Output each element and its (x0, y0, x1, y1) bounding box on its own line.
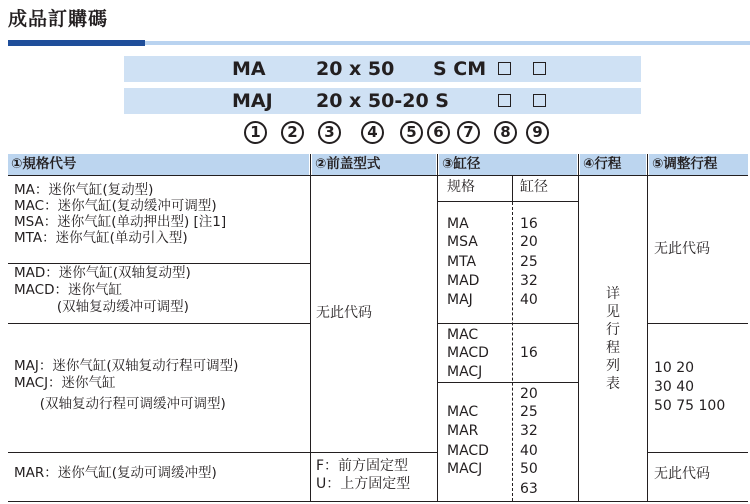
column-divider (310, 154, 311, 502)
row-rule (647, 323, 748, 324)
stroke-note: 详 见 行 程 列 表 (606, 286, 620, 392)
bore-size: 25 (520, 404, 538, 420)
bore-subheader-spec: 规格 (447, 179, 475, 195)
bore-size: 20 (520, 386, 538, 402)
position-number: 8 (494, 121, 517, 144)
position-number: 5 (400, 121, 423, 144)
spec-line: MAR：迷你气缸(复动可调缓冲型) (14, 465, 217, 481)
row-rule (437, 382, 578, 383)
code-size: 20 x 50 (316, 58, 395, 80)
bore-model: MAC (447, 404, 479, 420)
header-spec: ①規格代号 (8, 154, 309, 175)
position-number: 9 (526, 121, 549, 144)
bore-model: MAC (447, 327, 479, 343)
bore-size: 63 (520, 481, 538, 497)
spec-line: (双轴复动行程可调缓冲可调型) (14, 396, 226, 412)
code-blank-box (533, 94, 546, 107)
spec-line: MAJ：迷你气缸(双轴复动行程可调型) (14, 358, 239, 374)
bore-model: MTA (447, 254, 477, 270)
bore-size: 16 (520, 345, 538, 361)
spec-line: MAC：迷你气缸(复动缓冲可调型) (14, 198, 217, 214)
front-cover-none: 无此代码 (316, 305, 372, 321)
bore-size: 40 (520, 443, 538, 459)
title-underline (8, 40, 145, 46)
bore-size: 40 (520, 292, 538, 308)
bore-subheader-bore: 缸径 (520, 179, 548, 195)
bore-model: MACJ (447, 461, 483, 477)
header-adjust-stroke: ⑤调整行程 (649, 154, 748, 175)
code-blank-box (533, 62, 546, 75)
front-cover-option: U：上方固定型 (316, 476, 411, 492)
code-blank-box (498, 62, 511, 75)
position-number: 4 (361, 121, 384, 144)
spec-line: MACD：迷你气缸 (14, 282, 122, 298)
row-rule (8, 452, 310, 453)
row-rule (437, 323, 578, 324)
column-divider (647, 154, 648, 502)
header-front-cover: ②前盖型式 (312, 154, 436, 175)
header-stroke: ④行程 (580, 154, 646, 175)
row-rule (8, 263, 310, 264)
bore-size: 20 (520, 234, 538, 250)
row-rule (647, 452, 748, 453)
adjust-value: 10 20 (654, 360, 695, 376)
code-model: MAJ (232, 90, 273, 112)
code-model: MA (232, 58, 266, 80)
bore-dashed-divider (512, 202, 513, 501)
column-divider (578, 154, 579, 502)
adjust-none: 无此代码 (654, 466, 710, 482)
bore-size: 50 (520, 461, 538, 477)
spec-line: MA：迷你气缸(复动型) (14, 182, 154, 198)
bore-model: MACD (447, 345, 489, 361)
bore-model: MSA (447, 234, 478, 250)
header-bore: ③缸径 (439, 154, 577, 175)
bore-model: MAJ (447, 292, 473, 308)
front-cover-option: F：前方固定型 (316, 458, 409, 474)
row-rule (310, 452, 437, 453)
bore-model: MAD (447, 273, 480, 289)
spec-line: MTA：迷你气缸(单动引入型) (14, 230, 188, 246)
code-suffix: S CM (433, 58, 487, 80)
bore-size: 32 (520, 423, 538, 439)
adjust-value: 30 40 (654, 379, 695, 395)
bore-size: 25 (520, 254, 538, 270)
column-divider (437, 154, 438, 502)
bore-model: MACJ (447, 364, 483, 380)
bore-model: MAR (447, 423, 479, 439)
bore-model: MA (447, 216, 469, 232)
position-number: 6 (427, 121, 450, 144)
code-size: 20 x 50-20 S (316, 90, 449, 112)
bore-model: MACD (447, 443, 489, 459)
table-rule (8, 501, 748, 502)
position-number: 7 (457, 121, 480, 144)
page-title: 成品訂購碼 (8, 8, 109, 30)
bore-size: 16 (520, 216, 538, 232)
bore-size: 32 (520, 273, 538, 289)
row-rule (437, 201, 578, 202)
code-blank-box (498, 94, 511, 107)
position-number: 2 (281, 121, 304, 144)
row-rule (8, 323, 310, 324)
position-number: 1 (244, 121, 267, 144)
spec-line: MAD：迷你气缸(双轴复动型) (14, 265, 191, 281)
spec-line: MSA：迷你气缸(单动押出型) [注1] (14, 214, 227, 230)
spec-line: (双轴复动缓冲可调型) (14, 299, 189, 315)
table-rule (8, 175, 748, 176)
bore-subheader-divider (512, 175, 513, 201)
title-rule (145, 41, 750, 45)
adjust-value: 50 75 100 (654, 398, 726, 414)
spec-line: MACJ：迷你气缸 (14, 375, 116, 391)
position-number: 3 (318, 121, 341, 144)
adjust-none: 无此代码 (654, 241, 710, 257)
